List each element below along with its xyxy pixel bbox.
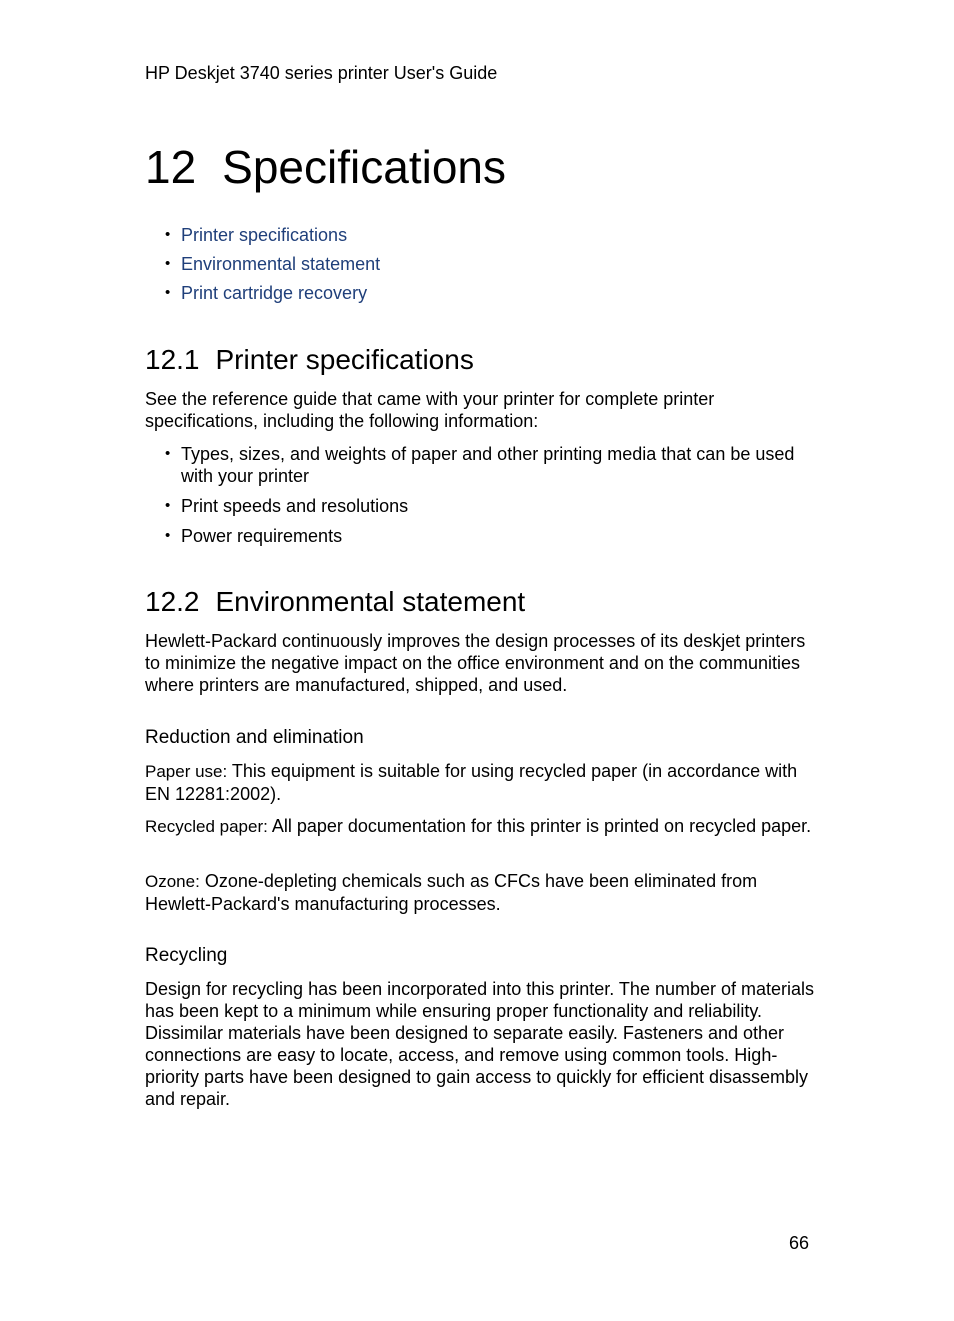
running-header: HP Deskjet 3740 series printer User's Guide bbox=[145, 63, 498, 83]
list-item: • Power requirements bbox=[145, 525, 815, 547]
section-number: 12.1 bbox=[145, 344, 200, 375]
section-heading-printer-specifications bbox=[145, 343, 474, 377]
toc-link-environmental-statement[interactable]: Environmental statement bbox=[181, 254, 381, 274]
ozone-term: Ozone: bbox=[145, 872, 200, 891]
toc-item bbox=[145, 282, 815, 304]
list-item: • Print speeds and resolutions bbox=[145, 495, 815, 517]
chapter-title-text: Specifications bbox=[222, 141, 506, 193]
recycled-paper-term: Recycled paper: bbox=[145, 817, 268, 836]
toc-link-print-cartridge-recovery[interactable]: Print cartridge recovery bbox=[181, 283, 368, 303]
printer-specs-list bbox=[145, 443, 815, 555]
chapter-toc bbox=[145, 224, 815, 311]
paper-use-paragraph bbox=[145, 760, 815, 805]
recycled-paper-text: All paper documentation for this printer is printed on recycled paper. bbox=[267, 816, 812, 836]
recycled-paper-paragraph bbox=[145, 815, 815, 838]
subheading-reduction-and-elimination: Reduction and elimination bbox=[145, 727, 364, 748]
subheading-recycling: Recycling bbox=[145, 945, 228, 966]
toc-link-printer-specifications[interactable]: Printer specifications bbox=[181, 225, 348, 245]
section-title: Environmental statement bbox=[215, 586, 526, 617]
printer-specs-intro: See the reference guide that came with your printer for complete printer specifications, including the following information: bbox=[145, 389, 715, 431]
section-number: 12.2 bbox=[145, 586, 200, 617]
environmental-intro: Hewlett-Packard continuously improves the design processes of its deskjet printers to minimize the negative impact on the office environment and on the communities where printers are manufactured, shipped, and used. bbox=[145, 631, 806, 695]
ozone-text: Ozone-depleting chemicals such as CFCs have been eliminated from Hewlett-Packard's manufacturing processes. bbox=[145, 871, 758, 914]
section-heading-environmental-statement bbox=[145, 585, 525, 619]
chapter-number: 12 bbox=[145, 141, 197, 193]
toc-item bbox=[145, 253, 815, 275]
paper-use-text: This equipment is suitable for using recycled paper (in accordance with EN 12281:2002). bbox=[145, 761, 798, 804]
page-number: 66 bbox=[788, 1233, 809, 1253]
toc-item bbox=[145, 224, 815, 246]
section-title: Printer specifications bbox=[215, 344, 474, 375]
paper-use-term: Paper use: bbox=[145, 762, 228, 781]
ozone-paragraph bbox=[145, 870, 815, 915]
recycling-paragraph: Design for recycling has been incorporated into this printer. The number of materials has been kept to a minimum while ensuring proper functionality and reliability. Dissimilar materials have been designed to separate easily. Fasteners and other connections are easy to locate, access, and remove using common tools. High-priority parts have been designed to gain access to quickly for efficient disassembly and repair. bbox=[145, 979, 815, 1109]
chapter-title bbox=[145, 140, 506, 194]
list-item: • Types, sizes, and weights of paper and other printing media that can be used with your printer bbox=[145, 443, 815, 487]
